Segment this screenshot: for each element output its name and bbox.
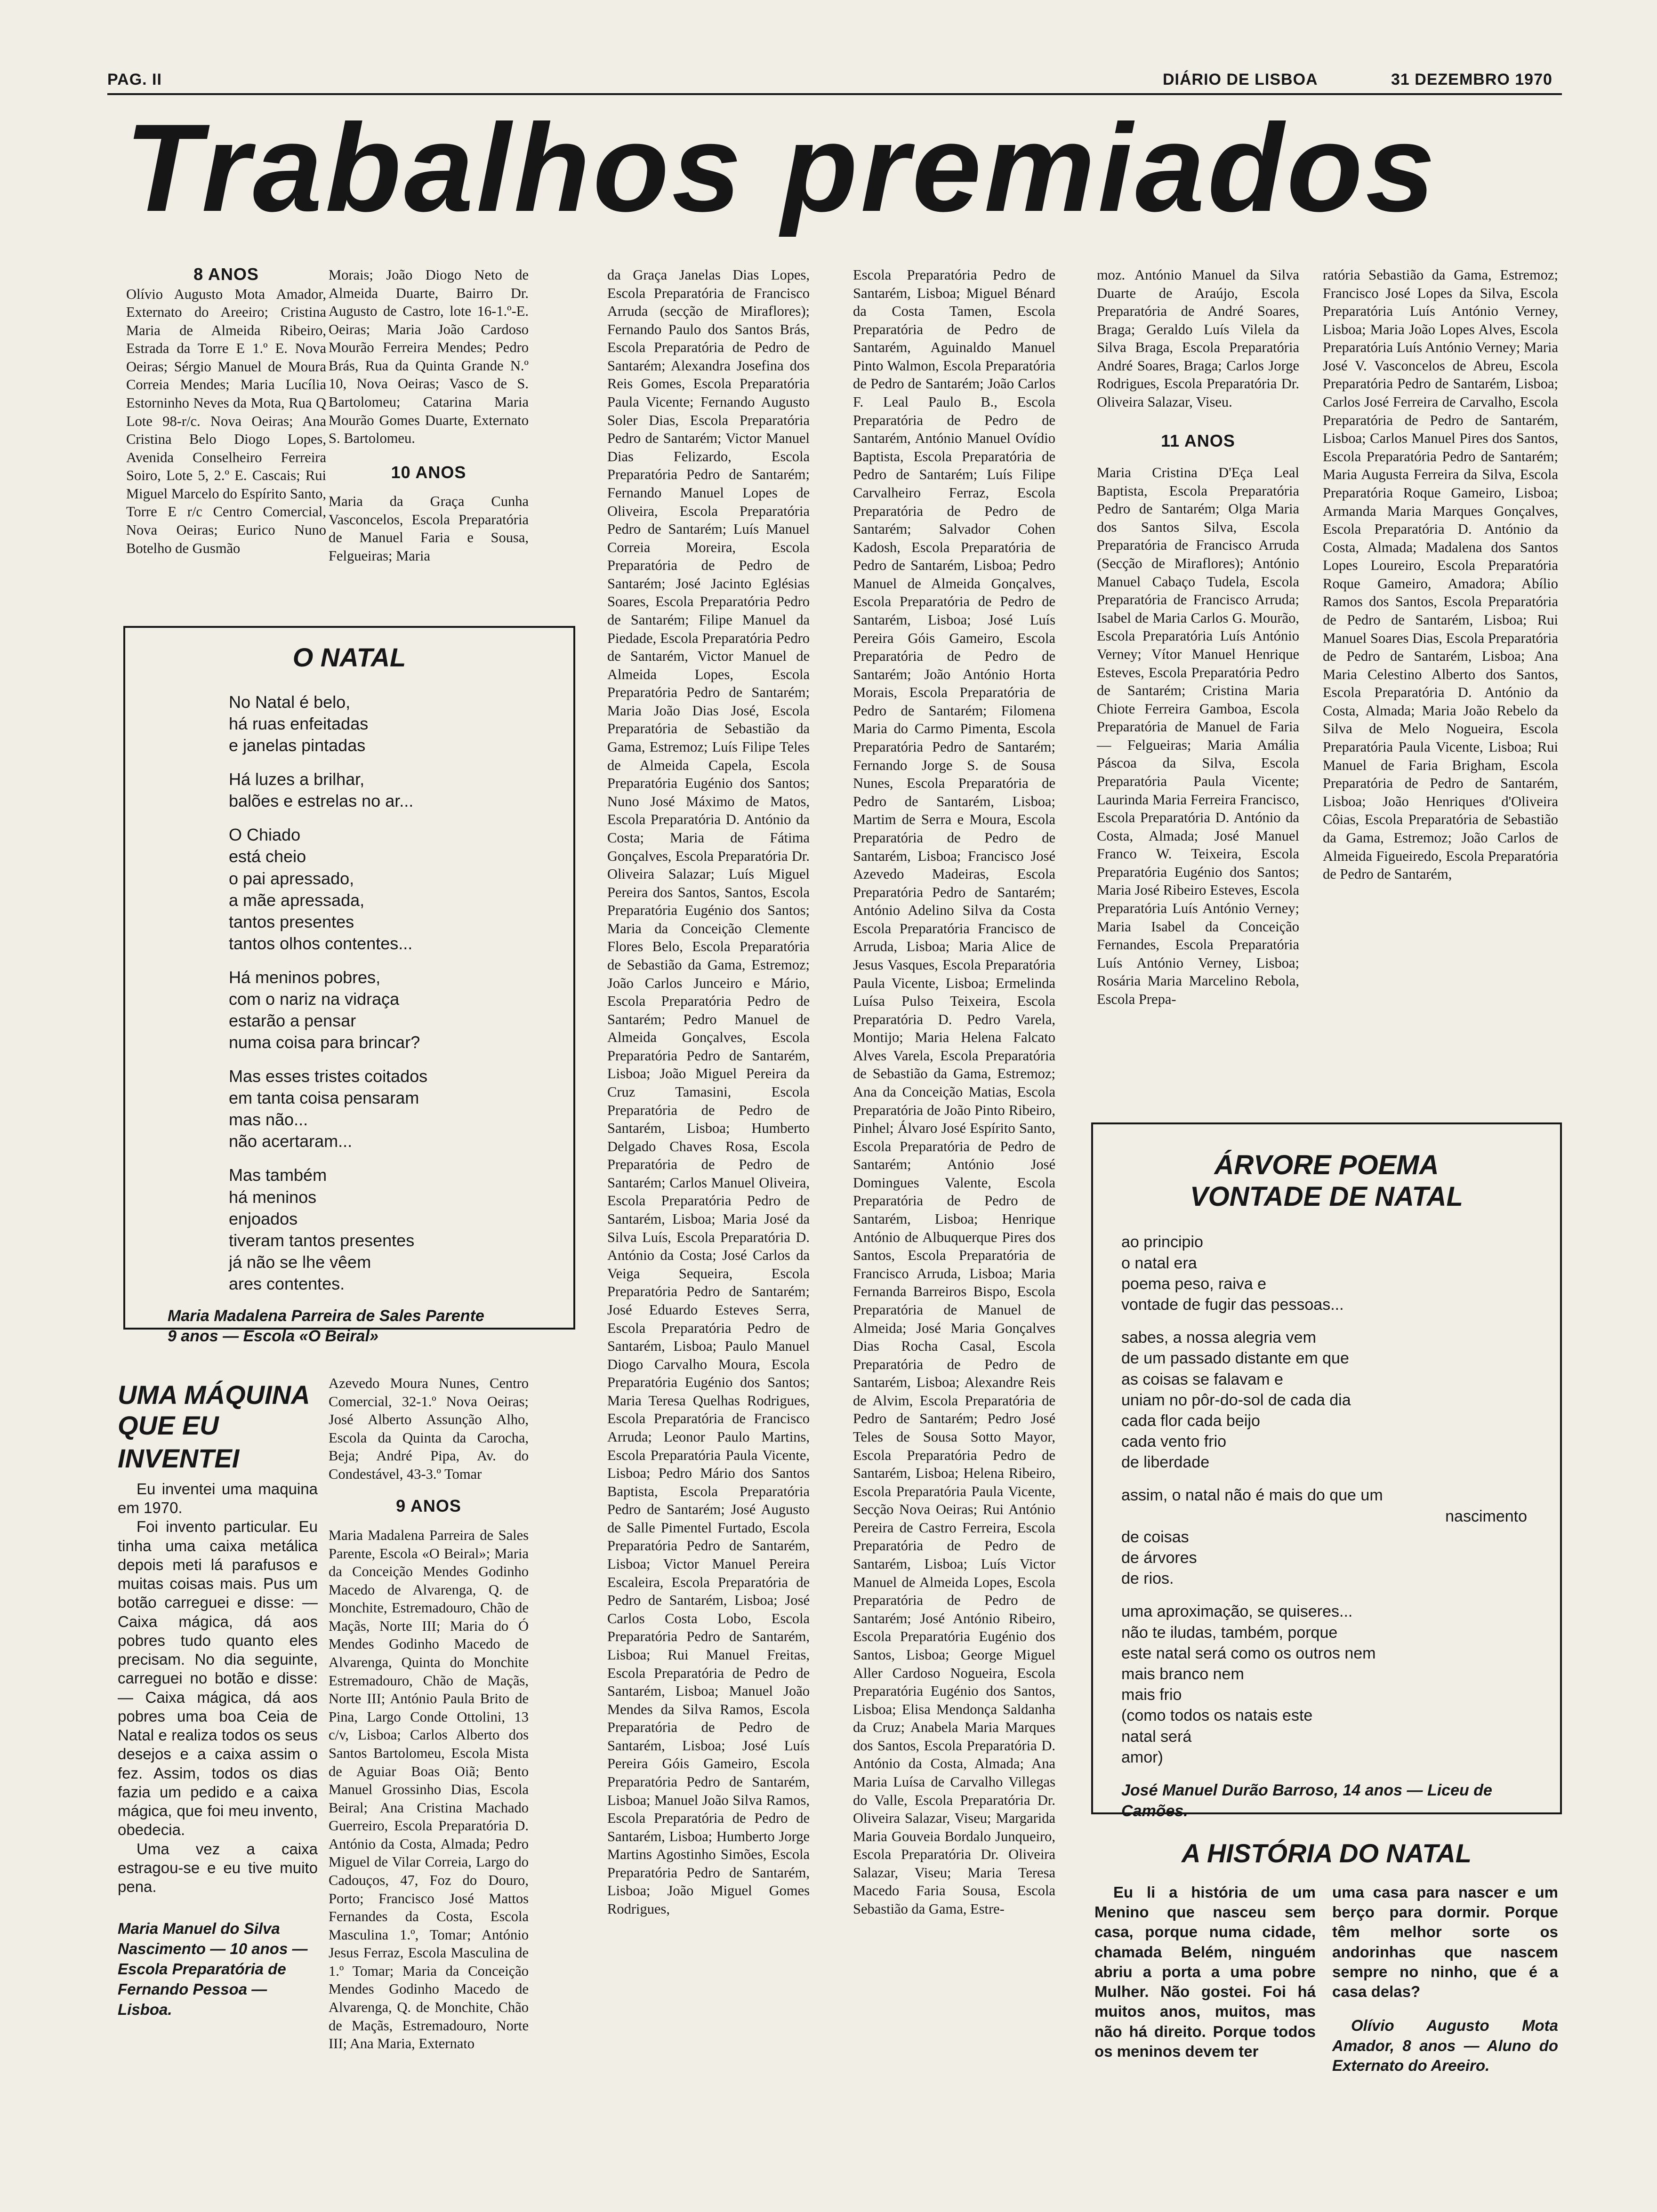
- poem-line: poema peso, raiva e: [1121, 1274, 1267, 1293]
- awards-column-3: [607, 266, 810, 2196]
- maquina-title-line-2: QUE EU INVENTEI: [118, 1410, 240, 1473]
- historia-right-column: [1332, 1883, 1558, 2191]
- awards-10-part-c: Escola Preparatória Pedro de Santarém, Lisboa; Miguel Bénard da Costa Tamen, Escola Preparatória de Pedro de Santarém, Aguinaldo Manuel Pinto Walmon, Escola Preparatória de Pedro de Santarém; João Carlos F. Leal Paulo B., Escola Preparatória de Pedro de Santarém, António Manuel Ovídio Baptista, Escola Preparatória de Pedro de Santarém; Luís Filipe Carvalheiro Ferraz, Escola Preparatória de Pedro de Santarém; Salvador Cohen Kadosh, Escola Preparatória de Pedro de Santarém, Lisboa; Pedro Manuel de Almeida Gonçalves, Escola Preparatória de Pedro de Santarém, Lisboa; José Luís Pereira Góis Gameiro, Escola Preparatória de Pedro de Santarém; João António Horta Morais, Escola Preparatória de Pedro de Santarém; Filomena Maria do Carmo Pimenta, Escola Preparatória Pedro de Santarém; Fernando Jorge S. de Sousa Nunes, Escola Preparatória de Pedro de Santarém, Lisboa; Martim de Serra e Moura, Escola Preparatória de Pedro de Santarém, Lisboa; Francisco José Azevedo Madeiras, Escola Preparatória Pedro de Santarém; António Adelino Silva da Costa Escola Preparatória Francisco de Arruda, Lisboa; Maria Alice de Jesus Vasques, Escola Preparatória Paula Vicente, Lisboa; Ermelinda Luísa Pulso Teixeira, Escola Preparatória D. Pedro Varela, Montijo; Maria Helena Falcato Alves Varela, Escola Preparatória de Sebastião da Gama, Estremoz; Ana da Conceição Matias, Escola Preparatória de João Pinto Ribeiro, Pinhel; Álvaro José Espírito Santo, Escola Preparatória de Pedro de Santarém; António José Domingues Valente, Escola Preparatória de Pedro de Santarém, Lisboa; Henrique António de Albuquerque Pires dos Santos, Escola Preparatória de Francisco Arruda, Lisboa; Maria Fernanda Barreiros Bispo, Escola Preparatória de Manuel de Almeida; José Maria Gonçalves Dias Rocha Casal, Escola Preparatória de Pedro de Santarém, Lisboa; Alexandre Reis de Alvim, Escola Preparatória de Pedro de Santarém; Pedro José Teles de Sousa Sotto Mayor, Escola Preparatória Pedro de Santarém, Lisboa; Helena Ribeiro, Escola Preparatória Paula Vicente, Secção Nova Oeiras; Rui António Pereira de Castro Ferreira, Escola Preparatória de Pedro de Santarém, Lisboa; Luís Victor Manuel de Almeida Lopes, Escola Preparatória de Pedro de Santarém; José António Ribeiro, Escola Preparatória Eugénio dos Santos, Lisboa; George Miguel Aller Cardoso Nogueira, Escola Preparatória Eugénio dos Santos, Lisboa; Elisa Mendonça Saldanha da Cruz; Anabela Maria Marques dos Santos, Escola Preparatória D. António da Costa, Almada; Ana Maria Luísa de Carvalho Villegas do Valle, Escola Preparatória Dr. Oliveira Salazar, Viseu; Margarida Maria Gouveia Bordalo Junqueiro, Escola Preparatória Dr. Oliveira Salazar, Viseu; Maria Teresa Macedo Faria Sousa, Escola Sebastião da Gama, Estre-: [853, 267, 1055, 1917]
- awards-9-part-a: Maria Madalena Parreira de Sales Parente, Escola «O Beiral»; Maria da Conceição Mendes Godinho Macedo de Alvarenga, Q. de Monchite, Estremadouro, Chão de Maçãs, Norte III; Maria do Ó Mendes Godinho Macedo de Alvarenga, Quinta do Monchite Estremadouro, Chão de Maçãs, Norte III; António Paula Brito de Pina, Largo Conde Ottolini, 13 c/v, Lisboa; Carlos Alberto dos Santos Bartolomeu, Escola Mista de Aguiar Boas Oiã; Bento Manuel Grossinho Dias, Escola Beiral; Ana Cristina Machado Guerreiro, Escola Preparatória D. António da Costa, Almada; Pedro Miguel de Vilar Correia, Largo do Cadouços, 47, Foz do Douro, Porto; Francisco José Mattos Fernandes da Costa, Escola Masculina 1.º, Tomar; António Jesus Ferraz, Escola Masculina de 1.º Tomar; Maria da Conceição Mendes Godinho Macedo de Alvarenga, Q. de Monchite, Chão de Maçãs, Estremadouro, Norte III; Ana Maria, Externato: [329, 1527, 529, 2052]
- poem-line: nascimento: [1445, 1507, 1527, 1525]
- poem-line: uma aproximação, se quiseres...: [1121, 1603, 1353, 1621]
- poem-line: Mas esses tristes coitados: [229, 1066, 428, 1086]
- poem-line: numa coisa para brincar?: [229, 1033, 420, 1052]
- poem-line: de liberdade: [1121, 1453, 1210, 1472]
- poem-line: este natal será como os outros nem: [1121, 1644, 1376, 1662]
- poem-line: o pai apressado,: [229, 868, 354, 888]
- awards-column-2: [329, 266, 529, 633]
- poem-line: sabes, a nossa alegria vem: [1121, 1329, 1316, 1347]
- maquina-article: [118, 1381, 318, 2191]
- awards-10-part-b: da Graça Janelas Dias Lopes, Escola Preparatória de Francisco Arruda (secção de Miraflores); Fernando Paulo dos Santos Brás, Escola Preparatória de Pedro de Santarém; Alexandra Josefina dos Reis Gomes, Escola Preparatória Paula Vicente; Fernando Augusto Soler Dias, Escola Preparatória Pedro de Santarém; Victor Manuel Dias Felizardo, Escola Preparatória Pedro de Santarém; Fernando Manuel Lopes de Oliveira, Escola Preparatória Pedro de Santarém; Luís Manuel Correia Moreira, Escola Preparatória de Pedro de Santarém; José Jacinto Eglésias Soares, Escola Preparatória Pedro de Santarém; Filipe Manuel da Piedade, Escola Preparatória Pedro de Santarém, Victor Manuel de Almeida Lopes, Escola Preparatória Pedro de Santarém; Maria João Dias José, Escola Preparatória de Sebastião da Gama, Estremoz; Luís Filipe Teles de Almeida Capela, Escola Preparatória Eugénio dos Santos; Nuno José Máximo de Matos, Escola Preparatória D. António da Costa; Maria de Fátima Gonçalves, Escola Preparatória Dr. Oliveira Salazar; Luís Miguel Pereira dos Santos, Santos, Escola Preparatória Eugénio dos Santos; Maria da Conceição Clemente Flores Belo, Escola Preparatória de Sebastião da Gama, Estremoz; João Carlos Junceiro e Mário, Escola Preparatória Pedro de Santarém; Pedro Manuel de Almeida Gonçalves, Escola Preparatória Pedro de Santarém, Lisboa; João Miguel Pereira da Cruz Tamasini, Escola Preparatória de Pedro de Santarém, Lisboa; Humberto Delgado Chaves Rosa, Escola Preparatória de Pedro de Santarém; Carlos Manuel Oliveira, Escola Preparatória Pedro de Santarém, Lisboa; Maria José da Silva Luís, Escola Preparatória D. António da Costa; José Carlos da Veiga Sequeira, Escola Preparatória Pedro de Santarém; José Eduardo Esteves Serra, Escola Preparatória Pedro de Santarém, Lisboa; Paulo Manuel Diogo Carvalho Moura, Escola Preparatória Eugénio dos Santos; Maria Teresa Quelhas Rodrigues, Escola Preparatória de Francisco Arruda; Leonor Paulo Martins, Escola Preparatória Paula Vicente, Lisboa; Pedro Mário dos Santos Baptista, Escola Preparatória Pedro de Santarém; José Augusto de Salle Pimentel Furtado, Escola Preparatória Pedro de Santarém, Lisboa; Victor Manuel Pereira Escaleira, Escola Preparatória de Pedro de Santarém, Lisboa; José Carlos Costa Lobo, Escola Preparatória Pedro de Santarém, Lisboa; Rui Manuel Freitas, Escola Preparatória de Pedro de Santarém, Lisboa; Manuel João Mendes da Silva Ramos, Escola Preparatória de Pedro de Santarém, Lisboa; José Luís Pereira Góis Gameiro, Escola Preparatória Pedro de Santarém, Lisboa; Manuel João Silva Ramos, Escola Preparatória de Pedro de Santarém, Lisboa; Humberto Jorge Martins Agostinho Simões, Escola Preparatória Pedro de Santarém, Lisboa; João Miguel Gomes Rodrigues,: [607, 267, 810, 1917]
- maquina-author: Maria Manuel do Silva Nascimento — 10 anos — Escola Preparatória de Fernando Pessoa — Lisboa.: [118, 1920, 308, 2018]
- poem-line: tantos olhos contentes...: [229, 933, 413, 953]
- poem-stanza: [229, 1164, 573, 1294]
- poem-line: (como todos os natais este: [1121, 1707, 1313, 1725]
- poem-line: ares contentes.: [229, 1274, 345, 1293]
- awards-8-part-a: Olívio Augusto Mota Amador, Externato do Areeiro; Cristina Maria de Almeida Ribeiro, Estrada da Torre E 1.º E. Nova Oeiras; Sérgio Manuel de Moura Correia Mendes; Maria Lucília Estorninho Neves da Mota, Rua Q Lote 98-r/c. Nova Oeiras; Ana Cristina Belo Diogo Lopes, Avenida Conselheiro Ferreira Soiro, Lote 5, 2.º E. Cascais; Rui Miguel Marcelo do Espírito Santo, Torre E r/c Centro Comercial, Nova Oeiras; Eurico Nuno Botelho de Gusmão: [126, 286, 326, 556]
- poem-line: ao principio: [1121, 1233, 1203, 1251]
- arvore-poem: [1121, 1232, 1560, 1768]
- poem-line: balões e estrelas no ar...: [229, 791, 414, 811]
- poem-line: há meninos: [229, 1187, 317, 1207]
- poem-line: e janelas pintadas: [229, 736, 366, 755]
- poem-line: tiveram tantos presentes: [229, 1230, 415, 1250]
- poem-line: amor): [1121, 1748, 1163, 1766]
- poem-line: já não se lhe vêem: [229, 1252, 371, 1272]
- poem-line: No Natal é belo,: [229, 692, 351, 712]
- age-heading-9: 9 ANOS: [396, 1496, 461, 1516]
- poem-line: de coisas: [1121, 1528, 1189, 1546]
- arvore-poema-box: [1091, 1122, 1562, 1820]
- poem-line: O Chiado: [229, 825, 301, 845]
- arvore-author: José Manuel Durão Barroso, 14 anos — Liceu de Camões.: [1121, 1781, 1492, 1820]
- awards-column-6: [1323, 266, 1558, 1113]
- poem-line: de um passado distante em que: [1121, 1349, 1349, 1368]
- poem-line: cada flor cada beijo: [1121, 1411, 1260, 1430]
- maquina-title-line-1: UMA MÁQUINA: [118, 1380, 310, 1410]
- poem-line: natal será: [1121, 1727, 1192, 1746]
- poem-line: com o nariz na vidraça: [229, 989, 400, 1009]
- poem-line: mas não...: [229, 1110, 308, 1130]
- age-heading-10: 10 ANOS: [391, 462, 467, 482]
- poem-stanza: [1121, 1601, 1560, 1768]
- poem-line: as coisas se falavam e: [1121, 1370, 1283, 1388]
- o-natal-poem: [229, 691, 573, 1295]
- historia-title: A HISTÓRIA DO NATAL: [1182, 1838, 1472, 1868]
- poem-line: cada vento frio: [1121, 1433, 1227, 1451]
- poem-line: de rios.: [1121, 1570, 1174, 1588]
- poem-stanza: [229, 691, 573, 756]
- awards-11-part-b: ratória Sebastião da Gama, Estremoz; Francisco José Lopes da Silva, Escola Preparatória Luís António Verney, Lisboa; Maria João Lopes Alves, Escola Preparatória Luís António Verney; Maria José V. Vasconcelos de Abreu, Escola Preparatória Pedro de Santarém, Lisboa; Carlos José Ferreira de Carvalho, Escola Preparatória de Pedro de Santarém, Lisboa; Carlos Manuel Pires dos Santos, Escola Preparatória Pedro de Santarém; Maria Augusta Ferreira da Silva, Escola Preparatória Roque Gameiro, Lisboa; Armanda Maria Marques Gonçalves, Escola Preparatória D. António da Costa, Almada; Madalena dos Santos Lopes Loureiro, Escola Preparatória Roque Gameiro, Amadora; Abílio Ramos dos Santos, Escola Preparatória de Pedro de Santarém, Lisboa; Rui Manuel Soares Dias, Escola Preparatória de Pedro de Santarém, Lisboa; Ana Maria Celestino Alberto dos Santos, Escola Preparatória D. António da Costa, Almada; Maria João Rebelo da Silva de Melo Nogueira, Escola Preparatória Paula Vicente, Lisboa; Rui Manuel de Faria Brigham, Escola Preparatória de Pedro de Santarém, Lisboa; João Henriques d'Oliveira Côias, Escola Preparatória de Sebastião da Gama, Estremoz; João Carlos de Almeida Figueiredo, Escola Preparatória de Pedro de Santarém,: [1323, 267, 1558, 882]
- poem-stanza: [1121, 1232, 1560, 1315]
- newspaper-name: DIÁRIO DE LISBOA: [1163, 71, 1318, 88]
- historia-author: Olívio Augusto Mota Amador, 8 anos — Aluno do Externato do Areeiro.: [1332, 2017, 1558, 2074]
- poem-line: Mas também: [229, 1165, 327, 1185]
- poem-stanza: [229, 1066, 573, 1152]
- poem-line: Há luzes a brilhar,: [229, 769, 365, 789]
- poem-line: há ruas enfeitadas: [229, 714, 369, 734]
- poem-line: mais branco nem: [1121, 1665, 1244, 1683]
- poem-line: está cheio: [229, 847, 306, 866]
- poem-stanza: [229, 967, 573, 1053]
- poem-stanza: [229, 769, 573, 812]
- awards-column-1: [126, 264, 326, 633]
- o-natal-author: Maria Madalena Parreira de Sales Parente: [168, 1306, 484, 1325]
- historia-text-right: uma casa para nascer e um berço para dormir. Porque têm melhor sorte os andorinhas que nascem sempre no ninho, que é a casa delas?: [1332, 1883, 1558, 2001]
- poem-line: uniam no pôr-do-sol de cada dia: [1121, 1391, 1351, 1409]
- poem-line: vontade de fugir das pessoas...: [1121, 1295, 1344, 1314]
- awards-9-top: Azevedo Moura Nunes, Centro Comercial, 32-1.º Nova Oeiras; José Alberto Assunção Alho, Escola da Quinta da Carocha, Beja; André Pipa, Av. do Condestável, 43-3.º Tomar: [329, 1375, 529, 1482]
- arvore-title-line-2: VONTADE DE NATAL: [1190, 1181, 1463, 1212]
- poem-line: não te iludas, também, porque: [1121, 1623, 1338, 1642]
- poem-line: estarão a pensar: [229, 1011, 356, 1031]
- page-number: PAG. II: [107, 71, 162, 88]
- poem-line: assim, o natal não é mais do que um: [1121, 1486, 1383, 1505]
- age-heading-11: 11 ANOS: [1161, 431, 1235, 450]
- poem-stanza: [1121, 1327, 1560, 1473]
- issue-date: 31 DEZEMBRO 1970: [1391, 71, 1552, 88]
- awards-10-part-d: moz. António Manuel da Silva Duarte de Araújo, Escola Preparatória de André Soares, Braga; Geraldo Luís Vilela da Silva Braga, Escola Preparatória André Soares, Braga; Carlos Jorge Rodrigues, Escola Preparatória Dr. Oliveira Salazar, Viseu.: [1097, 267, 1299, 410]
- poem-stanza: [229, 824, 573, 954]
- awards-11-part-a: Maria Cristina D'Eça Leal Baptista, Escola Preparatória Pedro de Santarém; Olga Maria dos Santos Silva, Escola Preparatória de Francisco Arruda (Secção de Miraflores); António Manuel Cabaço Tudela, Escola Preparatória de Francisco Arruda; Isabel de Maria Carlos G. Mourão, Escola Preparatória Luís António Verney; Vítor Manuel Henrique Esteves, Escola Preparatória Pedro de Santarém; Cristina Maria Chiote Ferreira Gamboa, Escola Preparatória de Manuel de Faria — Felgueiras; Maria Amália Páscoa da Silva, Escola Preparatória Paula Vicente; Laurinda Maria Ferreira Francisco, Escola Preparatória D. António da Costa, Almada; José Manuel Franco W. Teixeira, Escola Preparatória Eugénio dos Santos; Maria José Ribeiro Esteves, Escola Preparatória Luís António Verney; Maria Isabel da Conceição Fernandes, Escola Preparatória Luís António Verney, Lisboa; Rosária Maria Marcelino Rebola, Escola Prepa-: [1097, 465, 1299, 1007]
- page-headline: Trabalhos premiados: [125, 98, 1438, 238]
- poem-line: tantos presentes: [229, 912, 354, 931]
- poem-line: a mãe apressada,: [229, 890, 365, 910]
- arvore-title-line-1: ÁRVORE POEMA: [1214, 1150, 1439, 1180]
- poem-line: mais frio: [1121, 1686, 1182, 1704]
- awards-column-5: [1097, 266, 1299, 1113]
- poem-line: não acertaram...: [229, 1131, 353, 1151]
- awards-10-part-a: Maria da Graça Cunha Vasconcelos, Escola Preparatória de Manuel Faria e Sousa, Felgueiras; Maria: [329, 493, 529, 564]
- poem-line: de árvores: [1121, 1549, 1197, 1567]
- o-natal-title: O NATAL: [292, 642, 406, 672]
- awards-column-2-bottom: [329, 1374, 529, 2193]
- header-rule: [107, 93, 1562, 95]
- poem-line: em tanta coisa pensaram: [229, 1088, 419, 1108]
- poem-stanza: [1121, 1485, 1560, 1589]
- o-natal-poem-box: [123, 626, 575, 1345]
- poem-line: Há meninos pobres,: [229, 967, 381, 987]
- maquina-paragraph: Foi invento particular. Eu tinha uma caixa metálica depois meti lá parafusos e muitas coisas mais. Pus um botão carreguei e disse: — Caixa mágica, dá aos pobres tudo quanto eles precisam. No dia seguinte, carreguei no botão e disse: — Caixa mágica, dá aos pobres uma boa Ceia de Natal e realiza todos os seus desejos e a caixa assim o fez. Assim, todos os dias fazia um pedido e a caixa mágica, que foi meu invento, obedecia.: [118, 1518, 318, 1839]
- historia-text-left: Eu li a história de um Menino que nasceu sem casa, porque numa cidade, chamada Belém, ninguém abriu a porta a uma pobre Mulher. Não gostei. Foi há muitos anos, muitos, mas não há direito. Porque todos os meninos devem ter: [1094, 1883, 1316, 2060]
- poem-line: enjoados: [229, 1209, 298, 1228]
- age-heading-8: 8 ANOS: [193, 264, 259, 284]
- awards-8-part-b: Morais; João Diogo Neto de Almeida Duarte, Bairro Dr. Augusto de Castro, lote 16-1.º-E. Oeiras; Maria João Cardoso Mourão Ferreira Mendes; Pedro Brás, Rua da Quinta Grande N.º 10, Nova Oeiras; Vasco de S. Bartolomeu; Catarina Maria Mourão Gomes Duarte, Externato S. Bartolomeu.: [329, 267, 529, 447]
- maquina-paragraph: Eu inventei uma maquina em 1970.: [118, 1480, 318, 1517]
- o-natal-school: 9 anos — Escola «O Beiral»: [168, 1327, 378, 1345]
- poem-line: o natal era: [1121, 1254, 1197, 1272]
- awards-column-4: [853, 266, 1055, 2196]
- maquina-paragraph: Uma vez a caixa estragou-se e eu tive muito pena.: [118, 1840, 318, 1896]
- historia-left-column: [1094, 1883, 1316, 2191]
